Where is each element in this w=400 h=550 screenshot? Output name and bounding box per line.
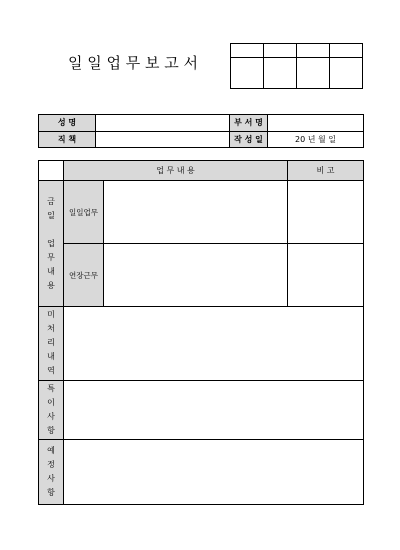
notes-label xyxy=(39,380,64,439)
daily-work-label: 일일업무 xyxy=(64,181,104,244)
daily-work-field[interactable] xyxy=(104,181,288,244)
daily-remarks-field[interactable] xyxy=(288,181,364,244)
plan-text: 예 정 사 항 xyxy=(47,445,55,497)
info-table xyxy=(38,114,364,148)
work-table xyxy=(38,160,364,505)
unfinished-text: 미 처 리 내 역 xyxy=(47,310,55,376)
plan-field[interactable] xyxy=(64,439,364,504)
dept-field[interactable] xyxy=(268,115,364,132)
signature-box[interactable] xyxy=(264,58,297,89)
today-work-text: 금 일 업 무 내 용 xyxy=(47,196,55,290)
signature-box[interactable] xyxy=(231,58,264,89)
plan-label xyxy=(39,439,64,504)
date-label: 작 성 일 xyxy=(230,131,268,148)
header-blank xyxy=(39,161,64,181)
content-header: 업 무 내 용 xyxy=(64,161,288,181)
overtime-label: 연장근무 xyxy=(64,244,104,307)
approval-cell xyxy=(330,44,363,58)
unfinished-field[interactable] xyxy=(64,307,364,380)
signature-box[interactable] xyxy=(330,58,363,89)
approval-grid xyxy=(230,43,363,89)
approval-cell xyxy=(297,44,330,58)
overtime-remarks-field[interactable] xyxy=(288,244,364,307)
unfinished-label xyxy=(39,307,64,380)
notes-field[interactable] xyxy=(64,380,364,439)
page-title: 일 일 업 무 보 고 서 xyxy=(68,54,199,72)
name-field[interactable] xyxy=(96,115,230,132)
today-work-label xyxy=(39,181,64,307)
date-field[interactable]: 20 년 월 일 xyxy=(268,131,364,148)
name-label: 성 명 xyxy=(39,115,96,132)
position-field[interactable] xyxy=(96,131,230,148)
position-label: 직 책 xyxy=(39,131,96,148)
signature-box[interactable] xyxy=(297,58,330,89)
approval-cell xyxy=(231,44,264,58)
dept-label: 부 서 명 xyxy=(230,115,268,132)
remarks-header: 비 고 xyxy=(288,161,364,181)
approval-cell xyxy=(264,44,297,58)
overtime-field[interactable] xyxy=(104,244,288,307)
notes-text: 특 이 사 항 xyxy=(47,383,55,435)
